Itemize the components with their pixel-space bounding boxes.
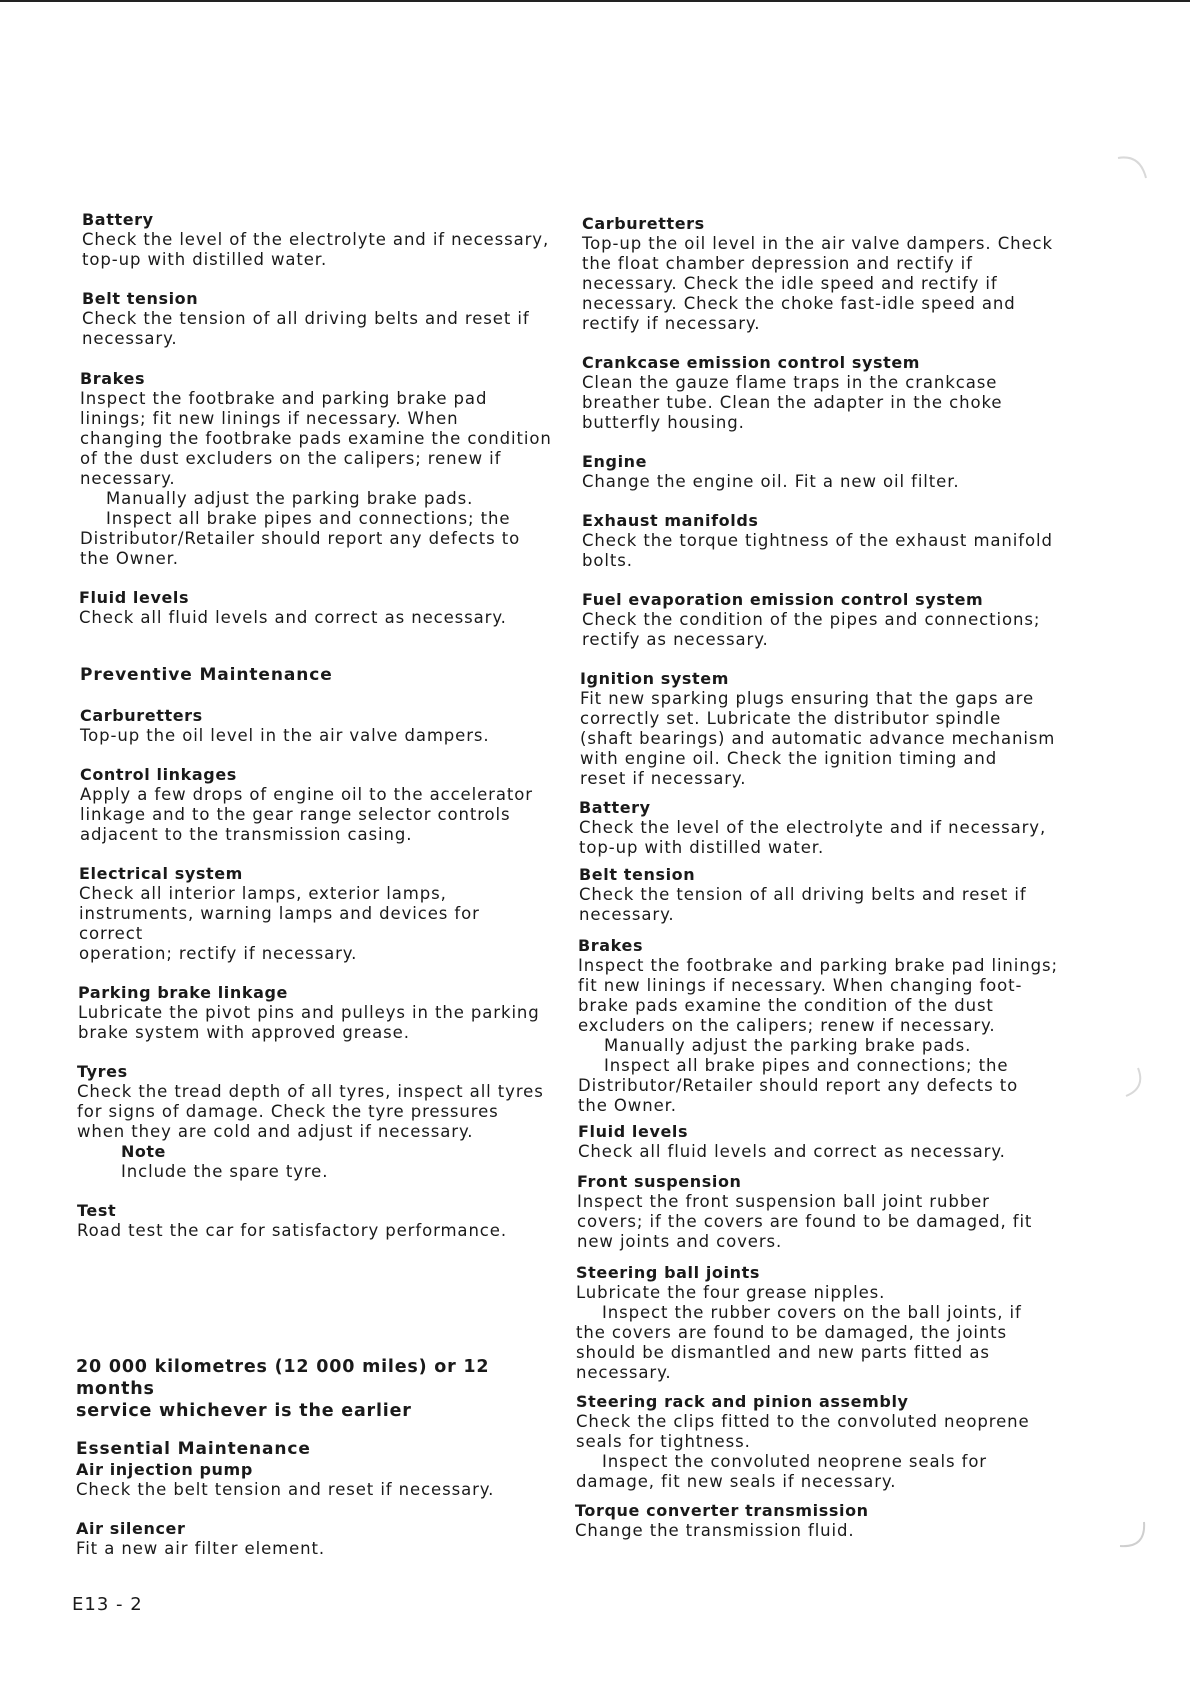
section-title: Air silencer [76, 1519, 186, 1538]
section-electrical-system [79, 864, 550, 964]
section-text: Distributor/Retailer should report any defects to the Owner. [80, 529, 521, 568]
section-text: Inspect the front suspension ball joint rubber covers; if the covers are found to be damaged, fit new joints and covers. [577, 1192, 1033, 1251]
note-title: Note [121, 1142, 166, 1161]
punch-hole-mark-top [1116, 152, 1150, 186]
section-text-indented: Inspect the convoluted neoprene seals for [602, 1452, 987, 1471]
section-carburetters-r [582, 214, 1062, 334]
section-text: Check the level of the electrolyte and if necessary, top-up with distilled water. [579, 818, 1047, 857]
left-column [79, 210, 552, 628]
section-text-indented: Inspect all brake pipes and connections; the [604, 1056, 1009, 1075]
page-number: E13 - 2 [72, 1594, 143, 1615]
section-title: Tyres [77, 1062, 128, 1081]
section-text: Inspect the footbrake and parking brake pad linings; fit new linings if necessary. When changing foot- brake pads examine the condition of the dust excluders on the calipers; renew if necessary. [578, 956, 1058, 1035]
section-brakes-r [578, 936, 1062, 1116]
section-text: Change the engine oil. Fit a new oil filter. [582, 472, 960, 491]
section-text: Check all fluid levels and correct as necessary. [79, 608, 507, 627]
note-block [77, 1142, 550, 1182]
section-title: Test [77, 1201, 117, 1220]
section-carburetters [80, 706, 550, 746]
section-text-indented: Inspect all brake pipes and connections; the [106, 509, 511, 528]
section-text: Check all fluid levels and correct as necessary. [578, 1142, 1006, 1161]
section-title: Belt tension [579, 865, 696, 884]
section-text: Top-up the oil level in the air valve dampers. Check the float chamber depression and rectify if necessary. Check the idle speed and rectify if necessary. Check the choke fast-idle speed and rectify if necessary. [582, 234, 1053, 333]
section-ignition-system [580, 669, 1062, 789]
section-engine [582, 452, 1062, 492]
section-title: Exhaust manifolds [582, 511, 759, 530]
section-text: Lubricate the pivot pins and pulleys in the parking brake system with approved grease. [78, 1003, 540, 1042]
left-column-preventive [77, 664, 550, 1241]
section-text: Check the tread depth of all tyres, inspect all tyres for signs of damage. Check the tyre pressures when they are cold and adjust if necessary. [77, 1082, 544, 1141]
section-torque-converter [575, 1501, 1062, 1541]
section-parking-brake-linkage [78, 983, 550, 1043]
service-interval-heading: 20 000 kilometres (12 000 miles) or 12 months service whichever is the earlier [76, 1357, 490, 1421]
section-title: Battery [82, 210, 154, 229]
section-title: Ignition system [580, 669, 730, 688]
section-title: Fluid levels [578, 1122, 689, 1141]
section-text: Check the tension of all driving belts and reset if necessary. [82, 309, 530, 348]
section-belt-tension-r [579, 865, 1062, 925]
section-exhaust-manifolds [582, 511, 1062, 571]
section-text-indented: Manually adjust the parking brake pads. [106, 489, 474, 508]
section-title: Fluid levels [79, 588, 190, 607]
section-text: damage, fit new seals if necessary. [576, 1472, 897, 1491]
essential-heading: Essential Maintenance [76, 1439, 311, 1459]
section-title: Control linkages [80, 765, 237, 784]
section-text: Top-up the oil level in the air valve dampers. [80, 726, 490, 745]
section-test [77, 1201, 550, 1241]
section-title: Crankcase emission control system [582, 353, 921, 372]
section-text: Road test the car for satisfactory performance. [77, 1221, 507, 1240]
section-title: Belt tension [82, 289, 199, 308]
note-text: Include the spare tyre. [121, 1162, 329, 1181]
section-text: Check the level of the electrolyte and if necessary, top-up with distilled water. [82, 230, 550, 269]
section-text: Check the belt tension and reset if necessary. [76, 1480, 495, 1499]
section-text: Check the tension of all driving belts and reset if necessary. [579, 885, 1027, 924]
section-text-indented: Manually adjust the parking brake pads. [604, 1036, 972, 1055]
section-text: Check the condition of the pipes and connections; rectify as necessary. [582, 610, 1041, 649]
section-text: Fit new sparking plugs ensuring that the gaps are correctly set. Lubricate the distributor spindle (shaft bearings) and automatic advance mechanism with engine oil. Check the ignition timing and reset if necessary. [580, 689, 1056, 788]
section-text-indented: Inspect the rubber covers on the ball joints, if [602, 1303, 1022, 1322]
section-battery [82, 210, 552, 270]
section-title: Front suspension [577, 1172, 742, 1191]
section-brakes [80, 369, 552, 569]
section-steering-ball-joints [576, 1263, 1062, 1383]
section-belt-tension [82, 289, 552, 349]
punch-hole-mark-bottom [1116, 1520, 1150, 1554]
section-title: Steering ball joints [576, 1263, 760, 1282]
section-text: Clean the gauze flame traps in the crankcase breather tube. Clean the adapter in the choke butterfly housing. [582, 373, 1003, 432]
section-text: Check all interior lamps, exterior lamps, instruments, warning lamps and devices for correct operation; rectify if necessary. [79, 884, 480, 963]
section-text: Check the torque tightness of the exhaust manifold bolts. [582, 531, 1053, 570]
punch-hole-mark-middle [1116, 1066, 1150, 1100]
left-column-service [76, 1356, 556, 1559]
section-title: Parking brake linkage [78, 983, 288, 1002]
section-text: Apply a few drops of engine oil to the accelerator linkage and to the gear range selector controls adjacent to the transmission casing. [80, 785, 533, 844]
section-crankcase-emission [582, 353, 1062, 433]
section-title: Brakes [80, 369, 146, 388]
section-air-silencer [76, 1519, 556, 1559]
section-title: Steering rack and pinion assembly [576, 1392, 909, 1411]
preventive-heading: Preventive Maintenance [80, 665, 333, 685]
section-fluid-levels-r [578, 1122, 1062, 1162]
section-text: the covers are found to be damaged, the joints should be dismantled and new parts fitted as necessary. [576, 1323, 1008, 1382]
section-title: Electrical system [79, 864, 243, 883]
section-text: Fit a new air filter element. [76, 1539, 326, 1558]
section-text: Inspect the footbrake and parking brake pad linings; fit new linings if necessary. When changing the footbrake pads examine the condition of the dust excluders on the calipers; renew if necessary. [80, 389, 552, 488]
section-fuel-evaporation [582, 590, 1062, 650]
right-column [575, 214, 1062, 1541]
section-tyres [77, 1062, 550, 1182]
section-title: Engine [582, 452, 648, 471]
section-title: Brakes [578, 936, 644, 955]
section-title: Air injection pump [76, 1460, 253, 1479]
section-text: Distributor/Retailer should report any defects to the Owner. [578, 1076, 1019, 1115]
section-text: Lubricate the four grease nipples. [576, 1283, 886, 1302]
top-rule [0, 0, 1190, 2]
section-title: Torque converter transmission [575, 1501, 869, 1520]
section-control-linkages [80, 765, 550, 845]
section-text: Check the clips fitted to the convoluted neoprene seals for tightness. [576, 1412, 1030, 1451]
section-title: Carburetters [80, 706, 203, 725]
section-text: Change the transmission fluid. [575, 1521, 855, 1540]
section-battery-r [579, 798, 1062, 858]
section-fluid-levels [79, 588, 552, 628]
section-title: Battery [579, 798, 651, 817]
section-steering-rack [576, 1392, 1062, 1492]
section-front-suspension [577, 1172, 1062, 1252]
section-title: Carburetters [582, 214, 705, 233]
section-title: Fuel evaporation emission control system [582, 590, 984, 609]
section-air-injection-pump [76, 1460, 556, 1500]
